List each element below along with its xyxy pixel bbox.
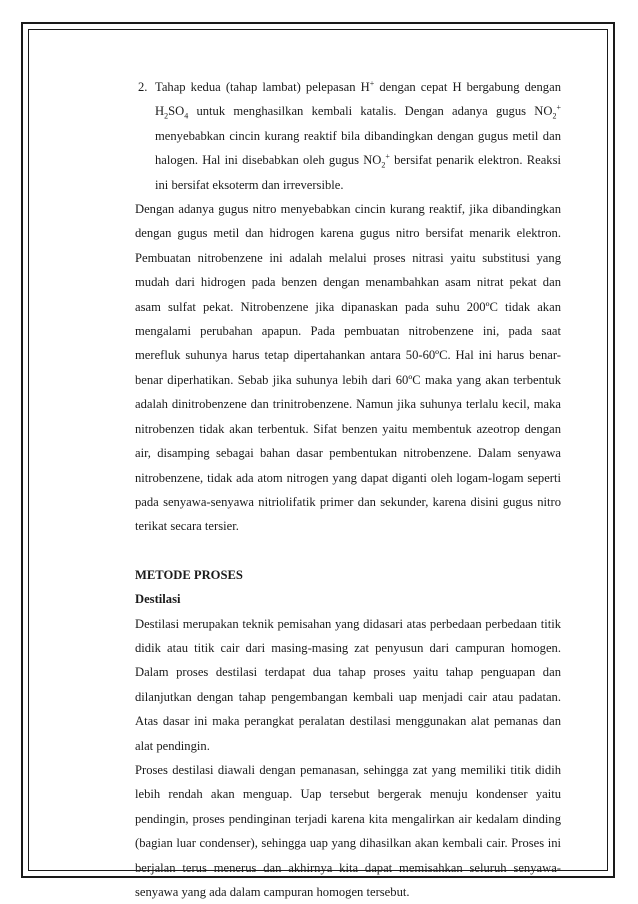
paragraph-destilasi-2: Proses destilasi diawali dengan pemanasan, sehingga zat yang memiliki titik didih lebih rendah akan menguap. Uap tersebut bergerak menuju kondenser yaitu pendingin, proses pendinginan terjadi karena kita mengalirkan air kedalam dinding (bagian luar condenser), sehingga uap yang dihasilkan akan kembali cair. Proses ini berjalan terus menerus dan akhirnya kita dapat memisahkan seluruh senyawa-senyawa yang ada dalam campuran homogen tersebut. bbox=[135, 762, 561, 899]
list-item-text: Tahap kedua (tahap lambat) pelepasan H+ dengan cepat H bergabung dengan $H_2SO_4$ untuk menghasilkan kembali katalis. Dengan adanya gugus $NO_2^+$ menyebabkan cincin kurang reaktif bila dibandingkan dengan gugus metil dan halogen. Hal ini disebabkan oleh gugus $NO_2^+$ bersifat penarik elektron. Reaksi ini bersifat eksoterm dan irreversible. bbox=[155, 78, 561, 192]
paragraph-destilasi-1: Destilasi merupakan teknik pemisahan yang didasari atas perbedaan perbedaan titik didik atau titik cair dari masing-masing zat penyusun dari campuran homogen. Dalam proses destilasi terdapat dua tahap proses yaitu tahap penguapan dan dilanjutkan dengan tahap pengembangan kembali uap menjadi cair atau padatan. Atas dasar ini maka perangkat peralatan destilasi menggunakan alat pemanas dan alat pendingin. bbox=[135, 616, 561, 753]
list-item-number: 2. bbox=[138, 80, 148, 94]
document-body bbox=[135, 75, 561, 904]
list-item bbox=[138, 75, 561, 197]
paragraph-nitro: Dengan adanya gugus nitro menyebabkan cincin kurang reaktif, jika dibandingkan dengan gugus metil dan hidrogen karena gugus nitro bersifat menarik elektron. Pembuatan nitrobenzene ini adalah melalui proses nitrasi yaitu substitusi yang mudah dari hidrogen pada benzen dengan menambahkan asam nitrat pekat dan asam sulfat pekat. Nitrobenzene jika dipanaskan pada suhu 200ºC tidak akan mengalami perubahan apapun. Pada pembuatan nitrobenzene ini, pada saat merefluk suhunya harus tetap dipertahankan antara 50-60ºC. Hal ini harus benar-benar diperhatikan. Sebab jika suhunya lebih dari 60ºC maka yang akan terbentuk adalah dinitrobenzene dan trinitrobenzene. Namun jika suhunya terlalu kecil, maka nitrobenzen tidak akan terbentuk. Sifat benzen yaitu membentuk azeotrop dengan air, disamping sebagai bahan dasar pembentukan nitrobenzene. Dalam senyawa nitrobenzene, tidak ada atom nitrogen yang dapat diganti oleh logam-logam seperti pada senyawa-senyawa nitriolifatik primer dan sekunder, karena disini gugus nitro terikat secara tersier. bbox=[135, 202, 561, 534]
section-heading: METODE PROSES bbox=[135, 567, 243, 582]
subsection-heading: Destilasi bbox=[135, 592, 181, 607]
